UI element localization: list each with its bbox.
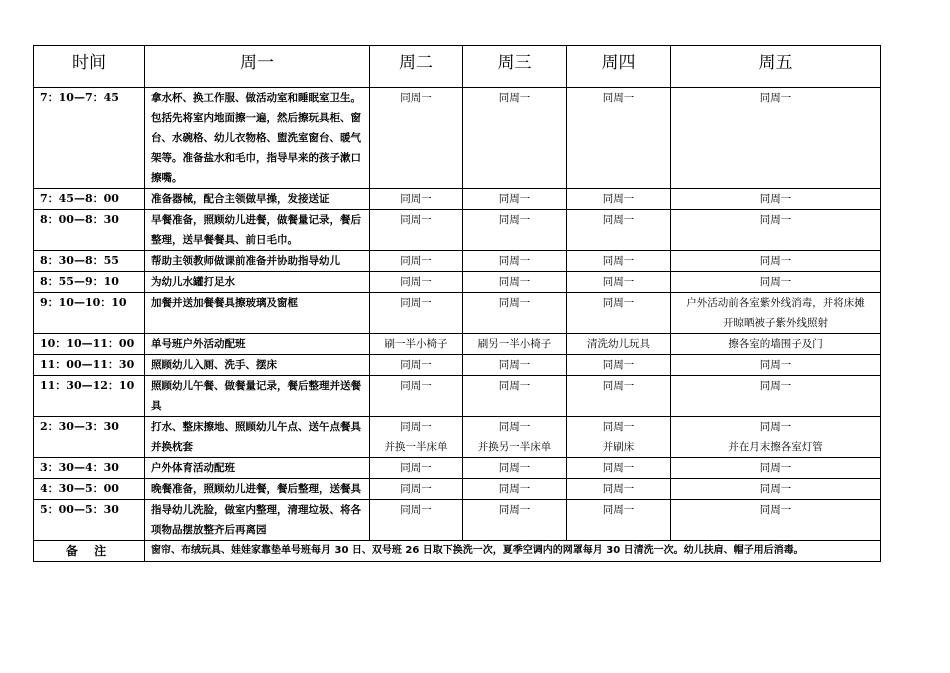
- tuesday-cell: [370, 272, 463, 293]
- thursday-cell-line: 清洗幼儿玩具: [587, 338, 650, 350]
- friday-cell: [671, 272, 881, 293]
- wednesday-cell: [463, 355, 567, 376]
- wednesday-cell: [463, 88, 567, 189]
- thursday-cell-line: 同周一: [602, 255, 635, 267]
- time-cell: 7：10—7：45: [34, 88, 145, 189]
- wednesday-cell-line: 同周一: [498, 483, 531, 495]
- friday-cell-line: 同周一: [759, 92, 792, 104]
- monday-task-cell: 指导幼儿洗脸，做室内整理，清理垃圾、将各项物品摆放整齐后再离园: [145, 500, 370, 541]
- tuesday-cell-line: 同周一: [400, 483, 432, 495]
- friday-cell-line: 同周一: [759, 462, 792, 474]
- wednesday-cell-line: 同周一: [498, 297, 531, 309]
- wednesday-cell-line: 同周一: [498, 359, 531, 371]
- remark-text: 窗帘、布绒玩具、娃娃家靠垫单号班每月 30 日、双号班 26 日取下换洗一次，夏季空调内的网罩每月 30 日清洗一次。幼儿扶肩、帽子用后消毒。: [145, 541, 881, 562]
- tuesday-cell-line: 同周一: [400, 297, 432, 309]
- wednesday-cell: [463, 210, 567, 251]
- table-row: [34, 334, 881, 355]
- monday-task-cell: 准备器械，配合主领做早操，发接送证: [145, 189, 370, 210]
- table-row: [34, 293, 881, 334]
- wednesday-cell: [463, 272, 567, 293]
- header-friday: 周五: [671, 46, 881, 88]
- friday-cell-line: 并在月末擦各室灯管: [728, 441, 823, 453]
- friday-cell-line: 擦各室的墙围子及门: [728, 338, 823, 350]
- tuesday-cell: [370, 334, 463, 355]
- time-cell: 8：55—9：10: [34, 272, 145, 293]
- tuesday-cell-line: 同周一: [400, 359, 432, 371]
- thursday-cell: [567, 189, 671, 210]
- tuesday-cell-line: 同周一: [400, 92, 432, 104]
- time-cell: 9：10—10：10: [34, 293, 145, 334]
- monday-task-cell: 户外体育活动配班: [145, 458, 370, 479]
- header-thursday: 周四: [567, 46, 671, 88]
- wednesday-cell-line: 同周一: [498, 193, 531, 205]
- monday-task-cell: 照顾幼儿午餐、做餐量记录，餐后整理并送餐具: [145, 376, 370, 417]
- friday-cell: [671, 189, 881, 210]
- thursday-cell: [567, 417, 671, 458]
- wednesday-cell: [463, 293, 567, 334]
- tuesday-cell: [370, 251, 463, 272]
- time-cell: 2：30—3：30: [34, 417, 145, 458]
- wednesday-cell-line: 同周一: [498, 255, 531, 267]
- tuesday-cell: [370, 189, 463, 210]
- header-tuesday: 周二: [370, 46, 463, 88]
- table-row: [34, 376, 881, 417]
- thursday-cell: [567, 458, 671, 479]
- table-row: [34, 355, 881, 376]
- thursday-cell: [567, 479, 671, 500]
- time-cell: 8：00—8：30: [34, 210, 145, 251]
- thursday-cell: [567, 376, 671, 417]
- monday-task-cell: 早餐准备，照顾幼儿进餐，做餐量记录，餐后整理，送早餐餐具、前日毛巾。: [145, 210, 370, 251]
- time-cell: 7：45—8：00: [34, 189, 145, 210]
- tuesday-cell: [370, 376, 463, 417]
- tuesday-cell-line: 同周一: [400, 504, 432, 516]
- thursday-cell: [567, 500, 671, 541]
- remark-label: 备 注: [34, 541, 145, 562]
- wednesday-cell-line: 同周一: [498, 92, 531, 104]
- wednesday-cell-line: 并换另一半床单: [477, 441, 552, 453]
- wednesday-cell: [463, 376, 567, 417]
- thursday-cell-line: 同周一: [602, 193, 635, 205]
- time-cell: 11：30—12：10: [34, 376, 145, 417]
- header-monday: 周一: [145, 46, 370, 88]
- table-row: [34, 88, 881, 189]
- wednesday-cell: [463, 479, 567, 500]
- monday-task-cell: 为幼儿水罐打足水: [145, 272, 370, 293]
- time-cell: 11：00—11：30: [34, 355, 145, 376]
- monday-task-cell: 拿水杯、换工作服、做活动室和睡眠室卫生。包括先将室内地面擦一遍，然后擦玩具柜、窗台、水碗格、幼儿衣物格、盥洗室窗台、暖气架等。准备盐水和毛巾，指导早来的孩子漱口擦嘴。: [145, 88, 370, 189]
- tuesday-cell-line: 并换一半床单: [384, 441, 448, 453]
- wednesday-cell: [463, 189, 567, 210]
- tuesday-cell-line: 同周一: [400, 462, 432, 474]
- time-cell: 3：30—4：30: [34, 458, 145, 479]
- thursday-cell: [567, 334, 671, 355]
- wednesday-cell-line: 同周一: [498, 276, 531, 288]
- remark-row: [34, 541, 881, 562]
- friday-cell: [671, 334, 881, 355]
- time-cell: 10：10—11：00: [34, 334, 145, 355]
- monday-task-cell: 单号班户外活动配班: [145, 334, 370, 355]
- tuesday-cell: [370, 210, 463, 251]
- thursday-cell: [567, 293, 671, 334]
- thursday-cell-line: 同周一: [602, 380, 635, 392]
- table-row: [34, 272, 881, 293]
- tuesday-cell: [370, 500, 463, 541]
- wednesday-cell-line: 同周一: [498, 380, 531, 392]
- friday-cell-line: 同周一: [759, 359, 792, 371]
- thursday-cell: [567, 272, 671, 293]
- friday-cell-line: 同周一: [759, 276, 792, 288]
- time-cell: 4：30—5：00: [34, 479, 145, 500]
- header-time: 时间: [34, 46, 145, 88]
- tuesday-cell: [370, 479, 463, 500]
- tuesday-cell-line: 同周一: [400, 276, 432, 288]
- monday-task-cell: 打水、整床擦地、照顾幼儿午点、送午点餐具并换枕套: [145, 417, 370, 458]
- friday-cell: [671, 500, 881, 541]
- friday-cell: [671, 417, 881, 458]
- table-row: [34, 479, 881, 500]
- thursday-cell: [567, 210, 671, 251]
- monday-task-cell: 晚餐准备，照顾幼儿进餐，餐后整理，送餐具: [145, 479, 370, 500]
- time-cell: 5：00—5：30: [34, 500, 145, 541]
- table-row: [34, 210, 881, 251]
- friday-cell: [671, 210, 881, 251]
- tuesday-cell-line: 同周一: [400, 214, 432, 226]
- thursday-cell-line: 同周一: [602, 297, 635, 309]
- header-row: [34, 46, 881, 88]
- schedule-body: [34, 88, 881, 541]
- thursday-cell-line: 并刷床: [602, 441, 635, 453]
- friday-cell: [671, 479, 881, 500]
- friday-cell-line: 同周一: [759, 380, 792, 392]
- friday-cell-line: 同周一: [759, 214, 792, 226]
- thursday-cell: [567, 251, 671, 272]
- wednesday-cell-line: 同周一: [498, 504, 531, 516]
- tuesday-cell-line: 同周一: [400, 380, 432, 392]
- friday-cell-line: 开晾晒被子紫外线照射: [723, 317, 828, 329]
- wednesday-cell: [463, 500, 567, 541]
- friday-cell: [671, 458, 881, 479]
- tuesday-cell-line: 同周一: [400, 255, 432, 267]
- wednesday-cell-line: 刷另一半小椅子: [477, 338, 552, 350]
- wednesday-cell: [463, 251, 567, 272]
- friday-cell-line: 户外活动前各室紫外线消毒，并将床摊: [686, 297, 865, 309]
- friday-cell-line: 同周一: [759, 504, 792, 516]
- thursday-cell-line: 同周一: [602, 421, 635, 433]
- thursday-cell: [567, 88, 671, 189]
- schedule-table: [33, 45, 881, 562]
- table-row: [34, 458, 881, 479]
- table-row: [34, 500, 881, 541]
- thursday-cell-line: 同周一: [602, 359, 635, 371]
- monday-task-cell: 帮助主领教师做课前准备并协助指导幼儿: [145, 251, 370, 272]
- table-row: [34, 417, 881, 458]
- friday-cell: [671, 376, 881, 417]
- thursday-cell-line: 同周一: [602, 462, 635, 474]
- wednesday-cell-line: 同周一: [498, 462, 531, 474]
- table-row: [34, 189, 881, 210]
- friday-cell-line: 同周一: [759, 255, 792, 267]
- thursday-cell-line: 同周一: [602, 483, 635, 495]
- tuesday-cell: [370, 293, 463, 334]
- table-row: [34, 251, 881, 272]
- friday-cell: [671, 251, 881, 272]
- thursday-cell-line: 同周一: [602, 276, 635, 288]
- tuesday-cell: [370, 88, 463, 189]
- thursday-cell-line: 同周一: [602, 504, 635, 516]
- tuesday-cell: [370, 355, 463, 376]
- tuesday-cell: [370, 417, 463, 458]
- monday-task-cell: 照顾幼儿入厕、洗手、摆床: [145, 355, 370, 376]
- monday-task-cell: 加餐并送加餐餐具擦玻璃及窗框: [145, 293, 370, 334]
- wednesday-cell: [463, 458, 567, 479]
- wednesday-cell: [463, 334, 567, 355]
- wednesday-cell-line: 同周一: [498, 421, 531, 433]
- tuesday-cell-line: 同周一: [400, 193, 432, 205]
- friday-cell: [671, 88, 881, 189]
- wednesday-cell-line: 同周一: [498, 214, 531, 226]
- friday-cell-line: 同周一: [759, 483, 792, 495]
- tuesday-cell-line: 同周一: [400, 421, 432, 433]
- thursday-cell-line: 同周一: [602, 92, 635, 104]
- thursday-cell-line: 同周一: [602, 214, 635, 226]
- time-cell: 8：30—8：55: [34, 251, 145, 272]
- friday-cell: [671, 293, 881, 334]
- friday-cell-line: 同周一: [759, 421, 792, 433]
- wednesday-cell: [463, 417, 567, 458]
- friday-cell: [671, 355, 881, 376]
- tuesday-cell: [370, 458, 463, 479]
- friday-cell-line: 同周一: [759, 193, 792, 205]
- header-wednesday: 周三: [463, 46, 567, 88]
- thursday-cell: [567, 355, 671, 376]
- tuesday-cell-line: 刷一半小椅子: [384, 338, 448, 350]
